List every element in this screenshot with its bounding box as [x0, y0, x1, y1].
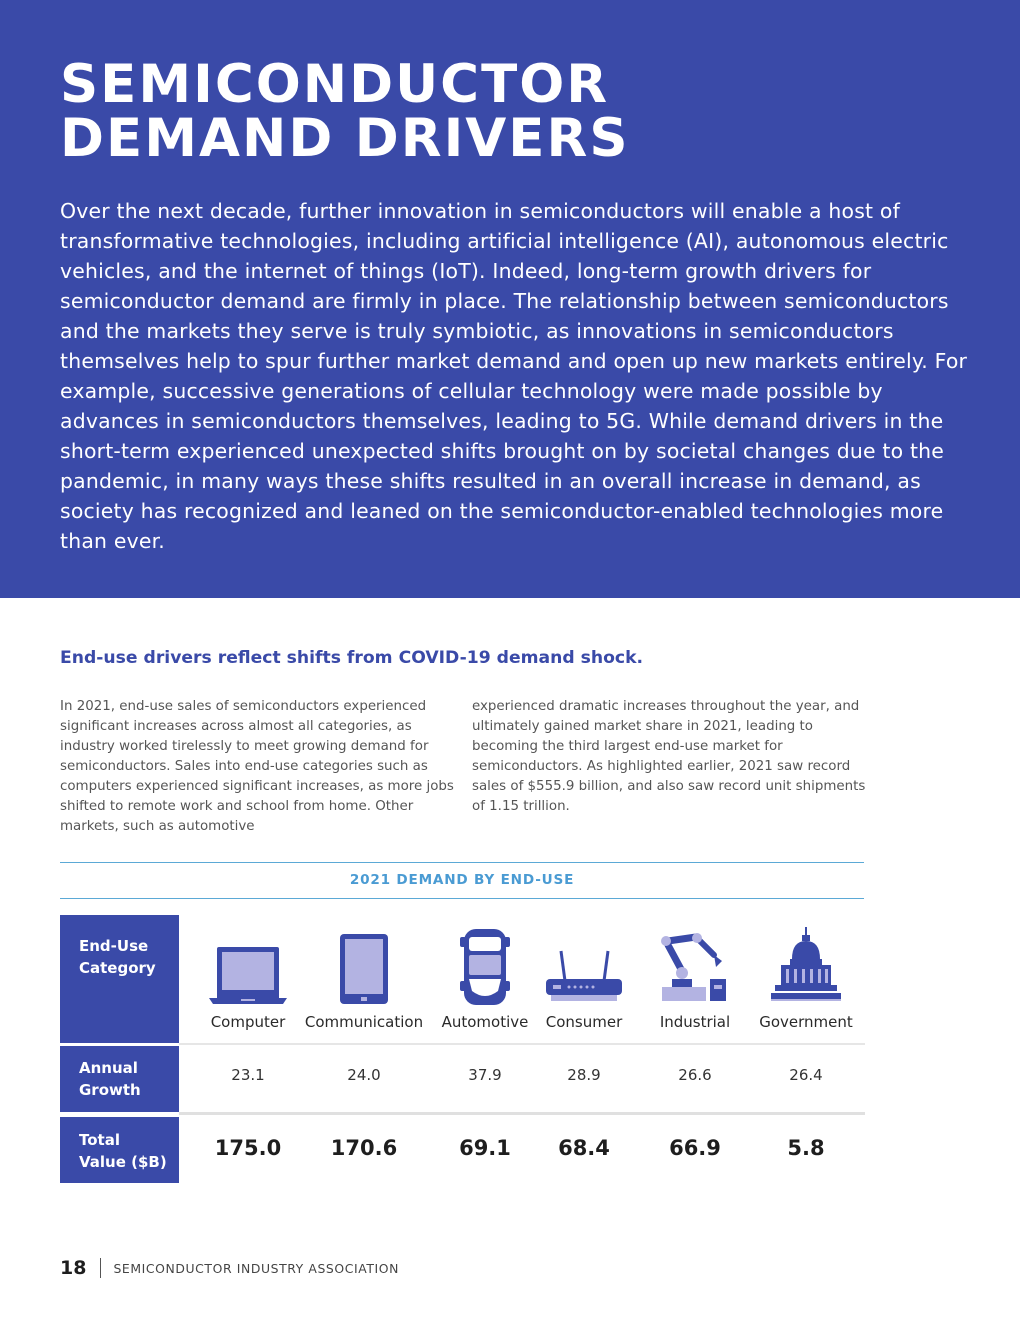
body-column-right: experienced dramatic increases throughout the year, and ultimately gained market share in 2021, leading to becoming the third largest end-use market for semiconductors. As highlighted earlier, 2021 saw record sales of $555.9 billion, and also saw record unit shipments of 1.15 trillion.: [472, 699, 866, 814]
hero-intro-paragraph: Over the next decade, further innovation in semiconductors will enable a host of transformative technologies, including artificial intelligence (AI), autonomous electric vehicles, and the internet of things (IoT). Indeed, long-term growth drivers for semiconductor demand are firmly in place. The relationship between semiconductors and the markets they serve is truly symbiotic, as innovations in semiconductors themselves help to spur further market demand and open up new markets entirely. For example, successive generations of cellular technology were made possible by advances in semiconductors themselves, leading to 5G. While demand drivers in the short-term experienced unexpected shifts brought on by societal changes due to the pandemic, in many ways these shifts resulted in an overall increase in demand, as society has recognized and leaned on the semiconductor-enabled technologies more than ever.: [60, 199, 968, 553]
total-value-consumer: 68.4: [558, 1136, 610, 1160]
section-heading: End-use drivers reflect shifts from COVID-19 demand shock.: [60, 648, 644, 668]
row-header-growth-line-1: Annual: [79, 1059, 138, 1077]
total-value-communication: 170.6: [330, 1136, 398, 1160]
row-header-growth-line-2: Growth: [79, 1081, 141, 1099]
body-column-left: In 2021, end-use sales of semiconductors experienced significant increases across almost all categories, as industry worked tirelessly to meet growing demand for semiconductors. Sales into end-use categories such as computers experienced significant increases, as more jobs shifted to remote work and school from home. Other markets, such as automotive: [60, 699, 454, 834]
category-label: Communication: [304, 1013, 424, 1031]
page-number: 18: [60, 1257, 87, 1279]
growth-value-consumer: 28.9: [567, 1066, 601, 1084]
row-divider: [179, 1112, 865, 1115]
growth-value-industrial: 26.6: [678, 1066, 712, 1084]
category-label: Automotive: [441, 1013, 529, 1031]
growth-value-computer: 23.1: [231, 1066, 265, 1084]
growth-value-automotive: 37.9: [468, 1066, 502, 1084]
page-title: [60, 54, 960, 169]
category-label: Government: [759, 1013, 853, 1031]
category-label: Computer: [210, 1013, 286, 1031]
growth-value-government: 26.4: [789, 1066, 823, 1084]
row-header-total-line-2: Value ($B): [79, 1153, 167, 1171]
footer-organization: SEMICONDUCTOR INDUSTRY ASSOCIATION: [113, 1260, 400, 1276]
growth-value-communication: 24.0: [347, 1066, 381, 1084]
row-header-category-line-1: End-Use: [79, 937, 149, 955]
total-value-industrial: 66.9: [669, 1136, 721, 1160]
total-value-government: 5.8: [787, 1136, 825, 1160]
table-title: 2021 DEMAND BY END-USE: [349, 872, 575, 888]
laptop-icon: [183, 915, 313, 1011]
row-divider: [179, 1043, 865, 1045]
row-header-category-line-2: Category: [79, 959, 156, 977]
page-title-line-1: SEMICONDUCTOR: [60, 54, 610, 115]
row-header-growth: [60, 1046, 179, 1112]
total-value-automotive: 69.1: [459, 1136, 511, 1160]
category-label: Industrial: [659, 1013, 731, 1031]
tablet-icon: [299, 915, 429, 1011]
page-title-line-2: DEMAND DRIVERS: [60, 108, 630, 169]
table-title-bar: [60, 862, 864, 899]
category-label: Consumer: [545, 1013, 623, 1031]
page-footer: [60, 1255, 399, 1281]
row-header-total-line-1: Total: [79, 1131, 120, 1149]
footer-divider: [100, 1258, 101, 1278]
row-header-total: [60, 1117, 179, 1183]
total-value-computer: 175.0: [214, 1136, 282, 1160]
hero-banner: [0, 0, 1020, 598]
row-header-category: [60, 915, 179, 1043]
capitol-icon: [741, 915, 871, 1011]
